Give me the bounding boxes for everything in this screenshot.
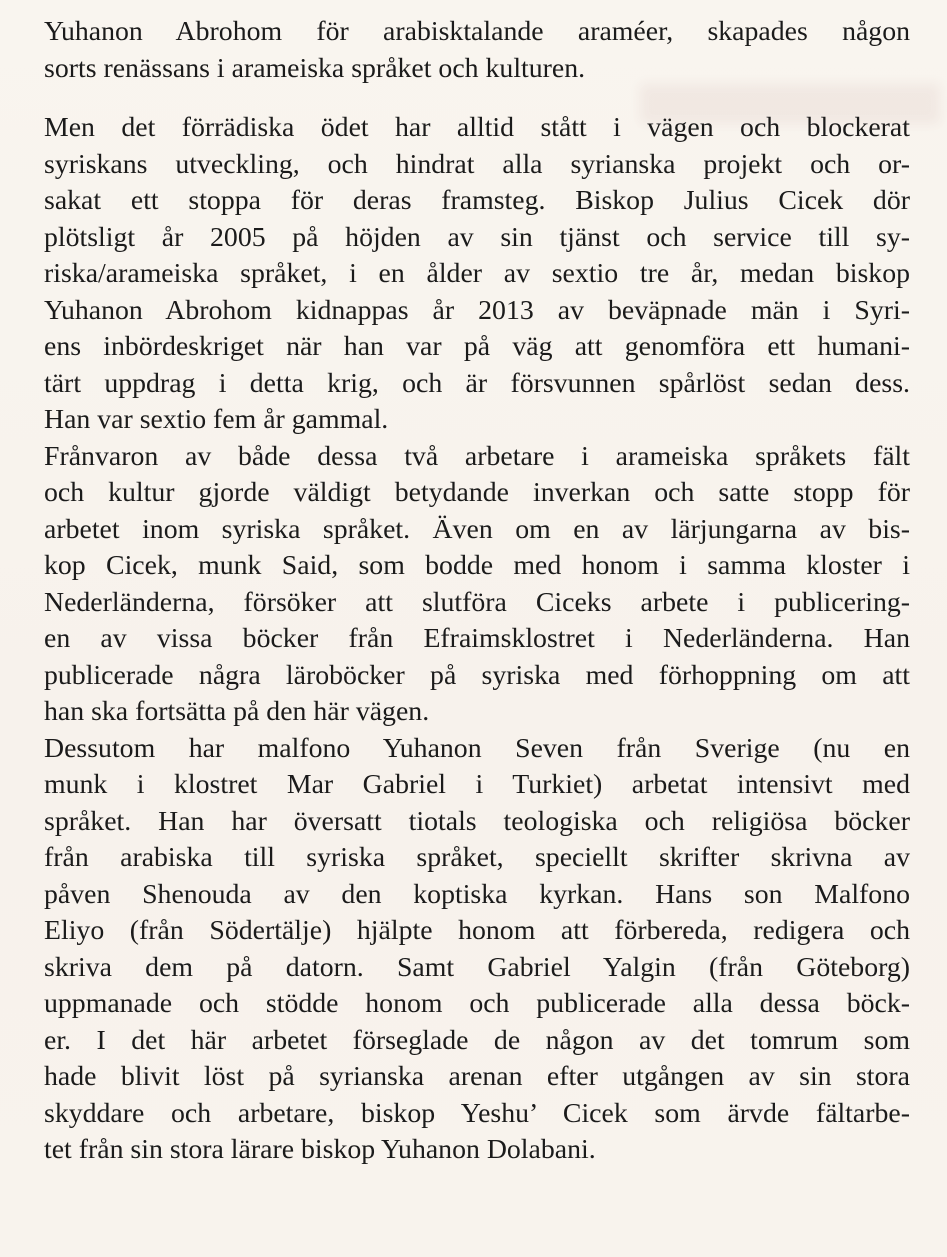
text-line: från arabiska till syriska språket, speciellt skrifter skrivna av: [44, 842, 910, 873]
text-line: Han var sextio fem år gammal.: [44, 404, 389, 435]
paragraph-gap: [44, 87, 910, 110]
body-text: [44, 14, 910, 1169]
text-line: han ska fortsätta på den här vägen.: [44, 696, 430, 727]
text-line: en av vissa böcker från Efraimsklostret i Nederländerna. Han: [44, 623, 910, 654]
paragraph-1: [44, 14, 910, 87]
text-line: påven Shenouda av den koptiska kyrkan. Hans son Malfono: [44, 878, 910, 910]
text-line: publicerade några läroböcker på syriska med förhoppning om att: [44, 659, 910, 691]
text-line: sorts renässans i arameiska språket och kulturen.: [44, 52, 586, 84]
text-line: Frånvaron av både dessa två arbetare i arameiska språkets fält: [44, 440, 910, 472]
text-line: Eliyo (från Södertälje) hjälpte honom att förbereda, redigera och: [44, 915, 910, 946]
text-line: ens inbördeskriget när han var på väg att genomföra ett humani-: [44, 331, 910, 362]
text-line: Dessutom har malfono Yuhanon Seven från Sverige (nu en: [44, 732, 910, 764]
text-line: Yuhanon Abrohom kidnappas år 2013 av beväpnade män i Syri-: [44, 294, 910, 326]
text-line: syriskans utveckling, och hindrat alla syrianska projekt och or-: [44, 148, 910, 180]
paragraph-3: [44, 439, 910, 731]
text-line: och kultur gjorde väldigt betydande inverkan och satte stopp för: [44, 477, 910, 508]
text-line: hade blivit löst på syrianska arenan efter utgången av sin stora: [44, 1061, 910, 1092]
paragraph-2: [44, 110, 910, 439]
text-line: sakat ett stoppa för deras framsteg. Biskop Julius Cicek dör: [44, 185, 910, 216]
text-line: plötsligt år 2005 på höjden av sin tjänst och service till sy-: [44, 221, 910, 253]
text-line: tet från sin stora lärare biskop Yuhanon Dolabani.: [44, 1134, 596, 1165]
paragraph-4: [44, 731, 910, 1169]
text-line: tärt uppdrag i detta krig, och är försvunnen spårlöst sedan dess.: [44, 367, 910, 399]
text-line: er. I det här arbetet förseglade de någon av det tomrum som: [44, 1024, 910, 1056]
text-line: munk i klostret Mar Gabriel i Turkiet) arbetat intensivt med: [44, 769, 910, 800]
text-line: Yuhanon Abrohom för arabisktalande araméer, skapades någon: [44, 16, 910, 47]
text-line: kop Cicek, munk Said, som bodde med honom i samma kloster i: [44, 550, 910, 581]
text-line: arbetet inom syriska språket. Även om en av lärjungarna av bis-: [44, 513, 910, 545]
text-line: Men det förrädiska ödet har alltid stått i vägen och blockerat: [44, 112, 910, 143]
text-line: skriva dem på datorn. Samt Gabriel Yalgin (från Göteborg): [44, 951, 910, 983]
text-line: skyddare och arbetare, biskop Yeshu’ Cicek som ärvde fältarbe-: [44, 1097, 910, 1129]
text-line: språket. Han har översatt tiotals teologiska och religiösa böcker: [44, 805, 910, 837]
text-line: Nederländerna, försöker att slutföra Ciceks arbete i publicering-: [44, 586, 910, 618]
text-line: riska/arameiska språket, i en ålder av sextio tre år, medan biskop: [44, 258, 910, 289]
text-line: uppmanade och stödde honom och publicerade alla dessa böck-: [44, 988, 910, 1019]
